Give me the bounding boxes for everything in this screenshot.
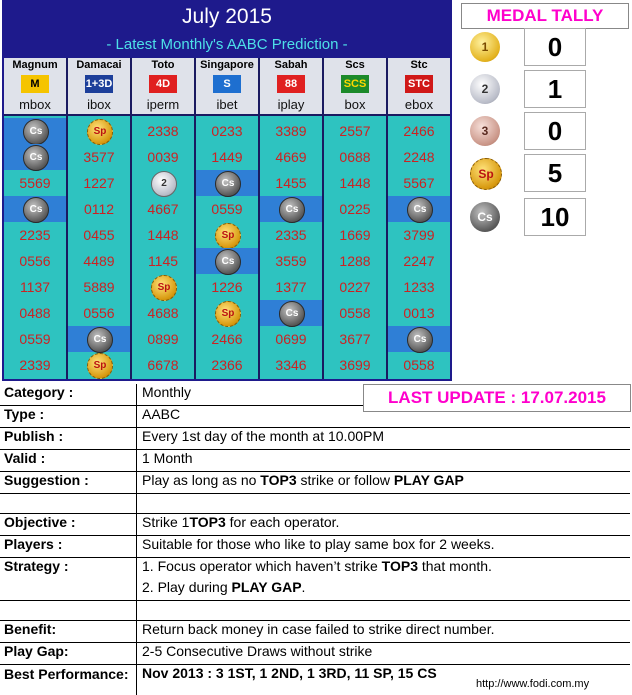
predicted-number: 0559 [19, 331, 51, 347]
operator-logo-cell [260, 73, 322, 95]
valid-value: 1 Month [142, 450, 193, 466]
predicted-number: 6678 [147, 357, 179, 373]
predicted-number: 0488 [19, 305, 51, 321]
grid-medal-cell [68, 118, 130, 144]
info-row-objective [0, 514, 630, 536]
predicted-number: 1137 [19, 279, 51, 295]
predicted-number: 2247 [403, 253, 435, 269]
predicted-number: 1227 [83, 175, 115, 191]
grid-medal-cell [4, 144, 66, 170]
predicted-number: 2557 [339, 123, 371, 139]
predicted-number: 2366 [211, 357, 243, 373]
tally-row [466, 154, 626, 192]
predicted-number: 0455 [83, 227, 115, 243]
predicted-number: 3559 [275, 253, 307, 269]
strategy-value-2: 2. Play during PLAY GAP. [142, 579, 306, 595]
predicted-number: 4669 [275, 149, 307, 165]
prediction-numbers [68, 116, 130, 379]
predicted-number: 0556 [19, 253, 51, 269]
best-value: Nov 2013 : 3 1ST, 1 2ND, 1 3RD, 11 SP, 15 CS [142, 665, 437, 681]
grid-medal-cell [388, 196, 450, 222]
operator-code: ibox [68, 95, 130, 114]
predicted-number: 3346 [275, 357, 307, 373]
predicted-number: 2339 [19, 357, 51, 373]
cs-medal-icon: Cs [215, 249, 241, 275]
predicted-number: 0233 [211, 123, 243, 139]
operator-logo-cell [4, 73, 66, 95]
operator-column-ibox [68, 58, 130, 379]
grid-medal-cell [196, 300, 258, 326]
info-row-benefit [0, 621, 630, 643]
predicted-number: 5567 [403, 175, 435, 191]
predicted-number: 1449 [211, 149, 243, 165]
predicted-number: 0227 [339, 279, 371, 295]
sp-medal-icon: Sp [87, 353, 113, 379]
predicted-number: 1233 [403, 279, 435, 295]
predicted-number: 1669 [339, 227, 371, 243]
tally-row [466, 112, 626, 150]
category-value: Monthly [142, 384, 192, 400]
cs-medal-icon: Cs [87, 327, 113, 353]
predicted-number: 0558 [403, 357, 435, 373]
tally-row [466, 198, 626, 236]
prediction-numbers [132, 116, 194, 379]
predicted-number: 0559 [211, 201, 243, 217]
predicted-number: 0112 [83, 201, 115, 217]
suggestion-label: Suggestion : [4, 472, 89, 488]
prediction-grid [4, 58, 450, 379]
panel-subtitle: - Latest Monthly's AABC Prediction - [106, 36, 348, 53]
operator-logo-cell [132, 73, 194, 95]
predicted-number: 2335 [275, 227, 307, 243]
benefit-label: Benefit: [4, 621, 57, 637]
site-url-link[interactable]: http://www.fodi.com.my [476, 678, 590, 690]
grid-medal-cell [4, 118, 66, 144]
medal-tally-title: MEDAL TALLY [461, 3, 629, 29]
grid-medal-cell [260, 300, 322, 326]
operator-name: Magnum [4, 58, 66, 73]
predicted-number: 0688 [339, 149, 371, 165]
info-row-publish [0, 428, 630, 450]
predicted-number: 0558 [339, 305, 371, 321]
prediction-numbers [196, 116, 258, 379]
sp-medal-icon: Sp [470, 158, 502, 190]
operator-name: Scs [324, 58, 386, 73]
tally-count: 10 [524, 198, 586, 236]
prediction-numbers [388, 116, 450, 379]
grid-medal-cell [388, 326, 450, 352]
sp-medal-icon: Sp [215, 301, 241, 327]
type-label: Type : [4, 406, 45, 422]
last-update-badge: LAST UPDATE : 17.07.2015 [363, 384, 631, 412]
sp-medal-icon: Sp [87, 119, 113, 145]
strategy-value-1: 1. Focus operator which haven’t strike TOP3 that month. [142, 558, 492, 574]
operator-logo-cell [68, 73, 130, 95]
operator-code: ebox [388, 95, 450, 114]
sp-medal-icon: Sp [151, 275, 177, 301]
category-label: Category : [4, 384, 74, 400]
predicted-number: 1288 [339, 253, 371, 269]
predicted-number: 5569 [19, 175, 51, 191]
publish-label: Publish : [4, 428, 64, 444]
cs-medal-icon: Cs [407, 327, 433, 353]
best-label: Best Performance: [4, 666, 129, 682]
operator-code: ibet [196, 95, 258, 114]
operator-code: iperm [132, 95, 194, 114]
operator-logo-cell [388, 73, 450, 95]
info-row-playgap [0, 643, 630, 665]
operator-code: mbox [4, 95, 66, 114]
grid-medal-cell [4, 196, 66, 222]
info-spacer-2 [0, 601, 630, 621]
operator-column-ebox [388, 58, 450, 379]
predicted-number: 3677 [339, 331, 371, 347]
info-spacer-1 [0, 494, 630, 514]
predicted-number: 2338 [147, 123, 179, 139]
prediction-numbers [260, 116, 322, 379]
predicted-number: 1448 [147, 227, 179, 243]
operator-column-mbox [4, 58, 66, 379]
predicted-number: 0225 [339, 201, 371, 217]
operator-code: iplay [260, 95, 322, 114]
grid-medal-cell [68, 352, 130, 378]
panel-title: July 2015 [182, 5, 272, 28]
predicted-number: 1377 [275, 279, 307, 295]
info-row-players [0, 536, 630, 558]
operator-logo-icon: STC [405, 75, 433, 93]
predicted-number: 3699 [339, 357, 371, 373]
grid-medal-cell [132, 274, 194, 300]
cs-medal-icon: Cs [470, 202, 500, 232]
operator-code: box [324, 95, 386, 114]
prediction-numbers [4, 116, 66, 379]
players-label: Players : [4, 536, 63, 552]
operator-column-iperm [132, 58, 194, 379]
predicted-number: 1145 [147, 253, 179, 269]
sp-medal-icon: Sp [215, 223, 241, 249]
predicted-number: 2466 [211, 331, 243, 347]
tally-count: 0 [524, 112, 586, 150]
cs-medal-icon: Cs [279, 301, 305, 327]
playgap-label: Play Gap: [4, 643, 69, 659]
grid-medal-cell [68, 326, 130, 352]
predicted-number: 1448 [339, 175, 371, 191]
tally-row [466, 28, 626, 66]
predicted-number: 1455 [275, 175, 307, 191]
predicted-number: 4667 [147, 201, 179, 217]
publish-value: Every 1st day of the month at 10.00PM [142, 428, 385, 444]
grid-medal-cell [132, 170, 194, 196]
objective-value: Strike 1TOP3 for each operator. [142, 514, 340, 530]
objective-label: Objective : [4, 514, 76, 530]
predicted-number: 0556 [83, 305, 115, 321]
grid-medal-cell [196, 170, 258, 196]
operator-logo-icon: 4D [149, 75, 177, 93]
operator-column-iplay [260, 58, 322, 379]
operator-logo-icon: 88 [277, 75, 305, 93]
cs-medal-icon: Cs [23, 119, 49, 145]
predicted-number: 2235 [19, 227, 51, 243]
grid-medal-cell [196, 248, 258, 274]
info-row-strategy [0, 558, 630, 601]
bronze-medal-icon: 3 [470, 116, 500, 146]
predicted-number: 2466 [403, 123, 435, 139]
gold-medal-icon: 1 [470, 32, 500, 62]
cs-medal-icon: Cs [23, 145, 49, 171]
grid-medal-cell [260, 196, 322, 222]
operator-column-box [324, 58, 386, 379]
predicted-number: 0013 [403, 305, 435, 321]
predicted-number: 4489 [83, 253, 115, 269]
predicted-number: 3577 [83, 149, 115, 165]
predicted-number: 3799 [403, 227, 435, 243]
tally-count: 5 [524, 154, 586, 192]
valid-label: Valid : [4, 450, 46, 466]
cs-medal-icon: Cs [407, 197, 433, 223]
type-value: AABC [142, 406, 181, 422]
benefit-value: Return back money in case failed to strike direct number. [142, 621, 495, 637]
operator-logo-icon: SCS [341, 75, 369, 93]
prediction-numbers [324, 116, 386, 379]
info-row-valid [0, 450, 630, 472]
predicted-number: 2248 [403, 149, 435, 165]
operator-name: Toto [132, 58, 194, 73]
suggestion-value: Play as long as no TOP3 strike or follow PLAY GAP [142, 472, 464, 488]
info-row-suggestion [0, 472, 630, 494]
grid-medal-cell [196, 222, 258, 248]
operator-logo-icon: S [213, 75, 241, 93]
players-value: Suitable for those who like to play same box for 2 weeks. [142, 536, 495, 552]
predicted-number: 0699 [275, 331, 307, 347]
operator-name: Singapore [196, 58, 258, 73]
operator-name: Sabah [260, 58, 322, 73]
strategy-label: Strategy : [4, 558, 69, 574]
tally-count: 0 [524, 28, 586, 66]
playgap-value: 2-5 Consecutive Draws without strike [142, 643, 373, 659]
prediction-panel [2, 0, 452, 381]
cs-medal-icon: Cs [23, 197, 49, 223]
predicted-number: 5889 [83, 279, 115, 295]
predicted-number: 4688 [147, 305, 179, 321]
operator-column-ibet [196, 58, 258, 379]
predicted-number: 0039 [147, 149, 179, 165]
predicted-number: 1226 [211, 279, 243, 295]
operator-name: Stc [388, 58, 450, 73]
tally-count: 1 [524, 70, 586, 108]
tally-row [466, 70, 626, 108]
operator-logo-cell [196, 73, 258, 95]
operator-logo-icon: 1+3D [85, 75, 113, 93]
predicted-number: 3389 [275, 123, 307, 139]
cs-medal-icon: Cs [279, 197, 305, 223]
info-table [0, 384, 630, 695]
predicted-number: 0899 [147, 331, 179, 347]
silver-medal-icon: 2 [151, 171, 177, 197]
operator-logo-cell [324, 73, 386, 95]
operator-name: Damacai [68, 58, 130, 73]
operator-logo-icon: M [21, 75, 49, 93]
cs-medal-icon: Cs [215, 171, 241, 197]
silver-medal-icon: 2 [470, 74, 500, 104]
